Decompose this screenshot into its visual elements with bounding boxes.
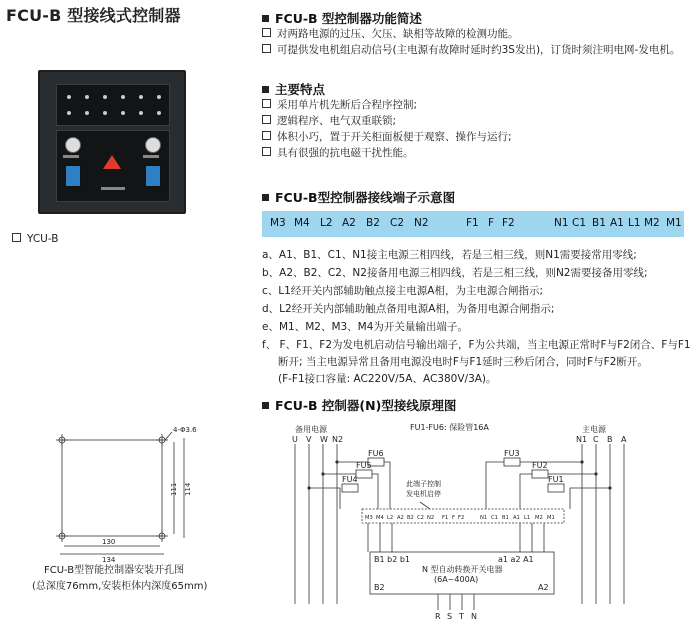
terminal-note: f、 F、F1、F2为发电机启动信号输出端子，F为公共端，当主电源正常时F与F2闭合、F与F1 [262,339,691,351]
section-intro-title: FCU-B 型控制器功能简述 [262,9,422,27]
switch-range: (6A~400A) [434,575,479,584]
switch-b2: B2 [374,583,385,592]
feature-item: 逻辑程序、电气双重联锁; [262,114,396,128]
load-phase: T [459,612,464,621]
terminal-label: A1 [610,217,624,229]
terminal-note: e、M1、M2、M3、M4为开关量输出端子。 [262,321,468,333]
intro-item: 对两路电源的过压、欠压、缺相等故障的检测功能。 [262,27,519,41]
strip-terminal: B1 [502,515,509,521]
switch-a2: A2 [538,583,549,592]
feature-item: 采用单片机先断后合程序控制; [262,98,417,112]
cutout-caption: FCU-B型智能控制器安装开孔图 [44,565,185,576]
terminal-label: M2 [644,217,660,229]
strip-terminal: A2 [397,515,404,521]
phase-label: N2 [332,435,344,444]
terminal-label: F [488,217,495,229]
terminal-label: C1 [572,217,587,229]
fuse-note: FU1-FU6: 保险管16A [410,423,489,432]
terminal-label: L1 [628,217,641,229]
intro-item: 可提供发电机组启动信号(主电源有故障时延时约3S发出)，订货时须注明电网-发电机。 [262,43,680,57]
cutout-drawing [40,420,240,565]
cutout-subcaption: (总深度76mm,安装柜体内深度65mm) [32,581,208,592]
strip-terminal: N1 [480,515,488,521]
strip-terminal: B2 [407,515,414,521]
main-source-label: 主电源 [582,425,606,434]
fuse-icon [548,484,564,492]
terminal-label: M3 [270,217,286,229]
fuse-label: FU3 [504,449,520,458]
device-control-panel [56,130,170,202]
terminal-label: L2 [320,217,333,229]
page-title: FCU-B 型接线式控制器 [6,6,181,25]
strip-terminal: N2 [427,515,435,521]
terminal-label: F1 [466,217,479,229]
strip-terminal: M4 [376,515,384,521]
strip-annotation: 此端子控制 [406,480,441,488]
dim-111: 111 [170,482,178,496]
fuse-label: FU4 [342,475,358,484]
terminal-note: d、L2经开关内部辅助触点备用电源A相，为备用电源合闸指示; [262,303,555,315]
strip-terminal: L1 [524,515,531,521]
strip-terminal: C1 [491,515,498,521]
strip-terminal: M3 [365,515,373,521]
wiring-diagram [280,414,640,622]
dim-114: 114 [184,482,192,496]
switch-left-terminals: B1 b2 b1 [374,555,410,564]
phase-label: N1 [576,435,588,444]
terminal-note: a、A1、B1、C1、N1接主电源三相四线，若是三相三线，则N1需要接常用零线; [262,249,637,261]
strip-terminal: L2 [387,515,394,521]
phase-label: B [607,435,613,444]
fuse-label: FU5 [356,461,372,470]
phase-label: U [292,435,298,444]
terminal-label: M4 [294,217,310,229]
terminal-note: (F-F1接口容量: AC220V/5A、AC380V/3A)。 [278,373,497,385]
strip-terminal: F1 [442,515,449,521]
terminal-note: b、A2、B2、C2、N2接备用电源三相四线，若是三相三线，则N2需要接备用零线; [262,267,648,279]
strip-terminal: C2 [417,515,424,521]
fuse-icon [532,470,548,478]
hole-label: 4-Φ3.6 [173,426,197,434]
device-photo [38,70,186,214]
fuse-icon [342,484,358,492]
fuse-label: FU1 [548,475,564,484]
fuse-icon [356,470,372,478]
device-indicator-panel [56,84,170,126]
terminal-label: N2 [414,217,429,229]
phase-label: V [306,435,312,444]
load-phase: R [435,612,441,621]
backup-source-label: 备用电源 [295,425,327,434]
fuse-icon [504,458,520,466]
feature-item: 具有很强的抗电磁干扰性能。 [262,146,414,160]
strip-terminal: F2 [458,515,465,521]
fuse-label: FU2 [532,461,548,470]
warning-flag-icon [103,155,121,169]
phase-label: C [593,435,599,444]
terminal-label: N1 [554,217,569,229]
section-features-title: 主要特点 [262,80,325,98]
load-phase: S [447,612,453,621]
phase-label: A [621,435,627,444]
terminal-label: M1 [666,217,682,229]
switch-title: N 型自动转换开关电器 [422,565,503,574]
switch-right-terminals: a1 a2 A1 [498,555,534,564]
load-phase: N [471,612,477,621]
fuse-label: FU6 [368,449,384,458]
phase-label: W [320,435,328,444]
strip-terminal: M2 [535,515,543,521]
device-caption: YCU-B [12,232,58,246]
strip-annotation: 发电机启停 [406,490,441,498]
terminal-label: B2 [366,217,380,229]
device-button-icon [65,165,81,187]
strip-terminal: A1 [513,515,520,521]
terminal-label: A2 [342,217,356,229]
section-terminals-title: FCU-B型控制器接线端子示意图 [262,188,455,206]
terminal-note: c、L1经开关内部辅助触点接主电源A相，为主电源合闸指示; [262,285,544,297]
device-button-icon [145,165,161,187]
feature-item: 体积小巧，置于开关柜面板便于观察、操作与运行; [262,130,512,144]
section-wiring-title: FCU-B 控制器(N)型接线原理图 [262,396,456,414]
dim-130: 130 [102,538,116,546]
terminal-label: F2 [502,217,515,229]
strip-terminal: M1 [547,515,555,521]
knob-icon [145,137,161,153]
dim-134: 134 [102,556,116,564]
terminal-bar [262,211,684,237]
terminal-label: C2 [390,217,405,229]
terminal-note: 断开; 当主电源异常且备用电源没电时F与F1延时三秒后闭合，同时F与F2断开。 [278,356,648,368]
terminal-label: B1 [592,217,606,229]
strip-terminal: F [452,515,455,521]
knob-icon [65,137,81,153]
